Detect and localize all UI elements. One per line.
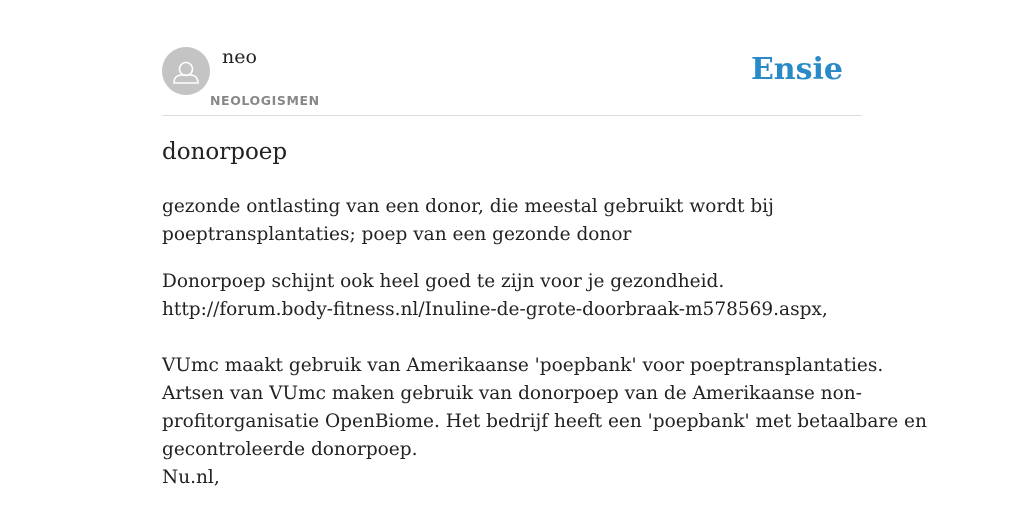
example-line: gecontroleerde donorpoep. <box>162 439 418 460</box>
entry-word: donorpoep <box>162 139 288 165</box>
definition-line: poeptransplantaties; poep van een gezonde donor <box>162 224 632 245</box>
example-source: Nu.nl, <box>162 467 220 488</box>
example-line: Artsen van VUmc maken gebruik van donorpoep van de Amerikaanse non- <box>162 383 862 404</box>
entry-card <box>162 0 927 512</box>
author-name[interactable]: neo <box>222 46 257 68</box>
example-line: Donorpoep schijnt ook heel goed te zijn voor je gezondheid. <box>162 271 725 292</box>
entry-header <box>162 0 862 116</box>
example-line: VUmc maakt gebruik van Amerikaanse 'poepbank' voor poeptransplantaties. <box>162 355 884 376</box>
example-spacer <box>162 324 862 352</box>
example-text <box>162 268 927 492</box>
definition-line: gezonde ontlasting van een donor, die meestal gebruikt wordt bij <box>162 196 774 217</box>
example-link: http://forum.body-fitness.nl/Inuline-de-grote-doorbraak-m578569.aspx, <box>162 299 828 320</box>
category-label[interactable]: NEOLOGISMEN <box>210 93 320 108</box>
site-logo[interactable]: Ensie <box>750 52 843 87</box>
definition-text <box>162 193 862 249</box>
user-silhouette-icon <box>162 47 210 95</box>
avatar[interactable] <box>162 47 210 95</box>
example-line: profitorganisatie OpenBiome. Het bedrijf heeft een 'poepbank' met betaalbare en <box>162 411 927 432</box>
